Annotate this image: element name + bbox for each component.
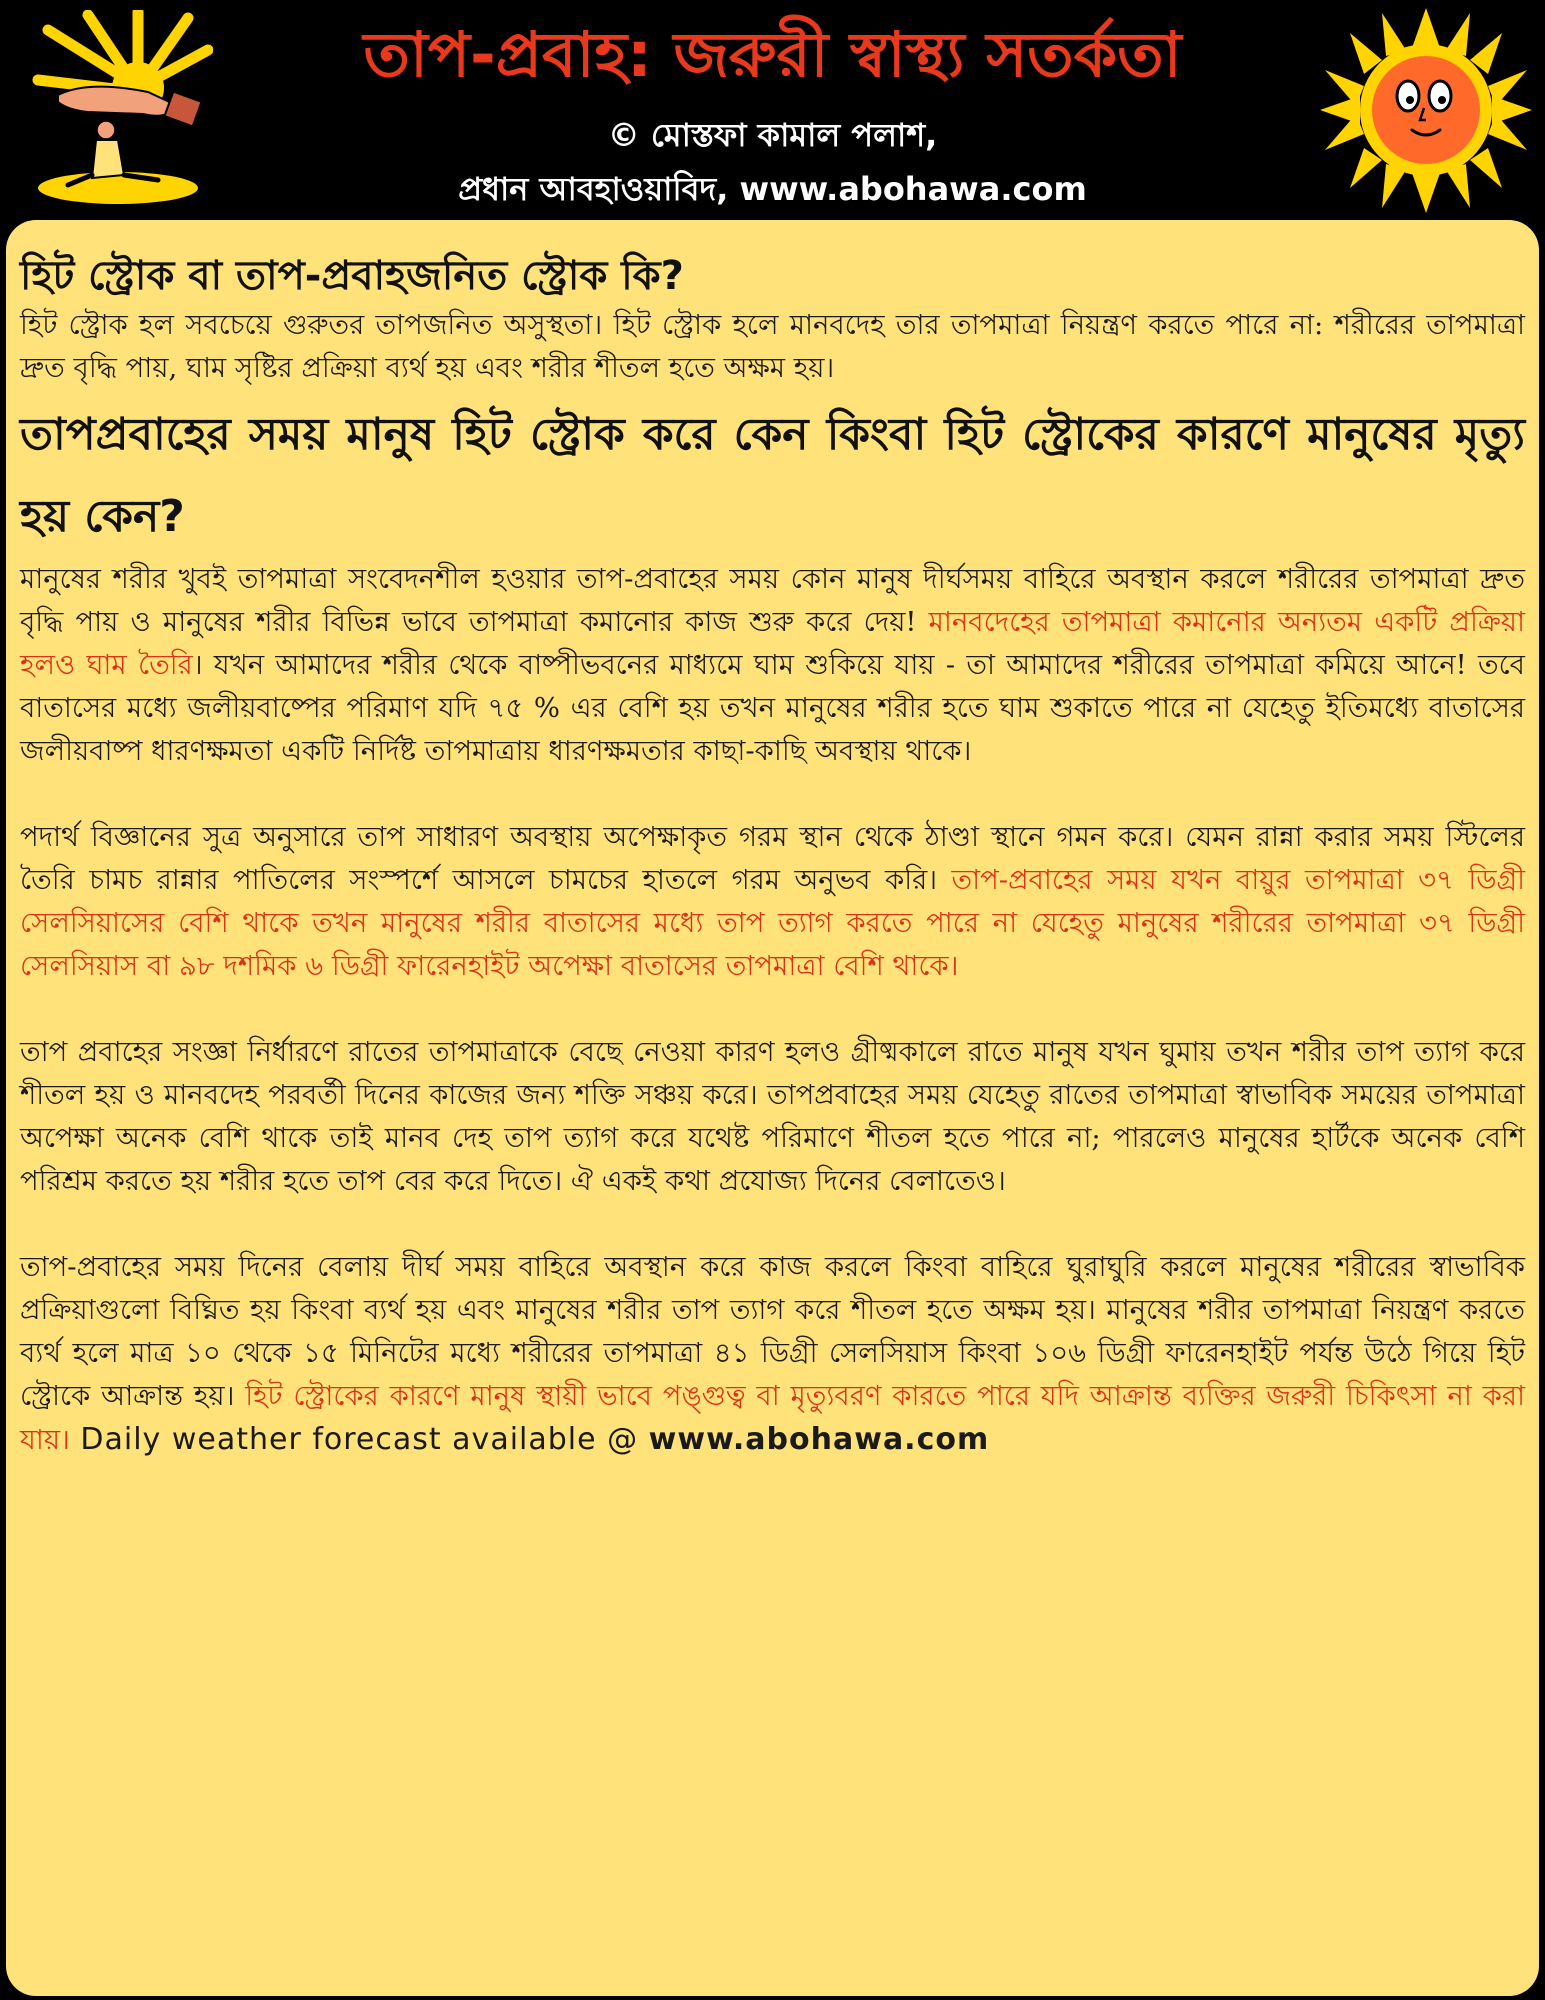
highlight-37-degree: তাপ-প্রবাহের সময় যখন বায়ুর তাপমাত্রা ৩৭ ডিগ্রী সেলসিয়াসের বেশি থাকে তখন মানুষের শরীর বাতাসের মধ্যে তাপ ত্যাগ করতে পারে না যেহেতু মানুষের শরীরের তাপমাত্রা ৩৭ ডিগ্রী সেলসিয়াস বা ৯৮ দশমিক ৬ ডিগ্রী ফারেনহাইট অপেক্ষা বাতাসের তাপমাত্রা বেশি থাকে।	[20, 864, 1525, 982]
paragraph-physics-of-heat: পদার্থ বিজ্ঞানের সুত্র অনুসারে তাপ সাধারণ অবস্থায় অপেক্ষাকৃত গরম স্থান থেকে ঠাণ্ডা স্থানে গমন করে। যেমন রান্না করার সময় স্টিলের তৈরি চামচ রান্নার পাতিলের সংস্পর্শে আসলে চামচের হাতলে গরম অনুভব করি। তাপ-প্রবাহের সময় যখন বায়ুর তাপমাত্রা ৩৭ ডিগ্রী সেলসিয়াসের বেশি থাকে তখন মানুষের শরীর বাতাসের মধ্যে তাপ ত্যাগ করতে পারে না যেহেতু মানুষের শরীরের তাপমাত্রা ৩৭ ডিগ্রী সেলসিয়াস বা ৯৮ দশমিক ৬ ডিগ্রী ফারেনহাইট অপেক্ষা বাতাসের তাপমাত্রা বেশি থাকে।	[20, 821, 1525, 982]
highlight-sweat-process: মানবদেহের তাপমাত্রা কমানোর অন্যতম একটি প্রক্রিয়া হলও ঘাম তৈরি	[20, 606, 1525, 681]
paragraph-night-temperature: তাপ প্রবাহের সংজ্ঞা নির্ধারণে রাতের তাপমাত্রাকে বেছে নেওয়া কারণ হলও গ্রীষ্মকালে রাতে মানুষ যখন ঘুমায় তখন শরীর তাপ ত্যাগ করে শীতল হয় ও মানবদেহ পরবর্তী দিনের কাজের জন্য শক্তি সঞ্চয় করে। তাপপ্রবাহের সময় যেহেতু রাতের তাপমাত্রা স্বাভাবিক সময়ের তাপমাত্রা অপেক্ষা অনেক বেশি থাকে তাই মানব দেহ তাপ ত্যাগ করে যথেষ্ট পরিমাণে শীতল হতে পারে না; পারলেও মানুষের হার্টকে অনেক বেশি পরিশ্রম করতে হয় শরীর হতে তাপ বের করে দিতে। ঐ একই কথা প্রযোজ্য দিনের বেলাতেও।	[20, 1036, 1525, 1197]
hand-shading-sun-illustration	[28, 10, 213, 210]
section-heading-why-heat-stroke: তাপপ্রবাহের সময় মানুষ হিট স্ট্রোক করে কেন কিংবা হিট স্ট্রোকের কারণে মানুষের মৃত্যু হয় কেন?	[20, 409, 1525, 542]
highlight-permanent-disability: হিট স্ট্রোকের কারণে মানুষ স্থায়ী ভাবে পঙ্গুত্ব বা মৃত্যুবরণ কারতে পারে যদি আক্রান্ত ব্যক্তির জরুরী চিকিৎসা না করা যায়।	[20, 1380, 1525, 1456]
content-panel	[6, 220, 1539, 1996]
header-banner	[0, 0, 1545, 218]
page-title: তাপ-প্রবাহ: জরুরী স্বাস্থ্য সতর্কতা	[363, 18, 1182, 91]
footer-website-link[interactable]: www.abohawa.com	[648, 1422, 990, 1457]
author-title-website: প্রধান আবহাওয়াবিদ, www.abohawa.com	[458, 170, 1087, 208]
paragraph-body-temperature: মানুষের শরীর খুবই তাপমাত্রা সংবেদনশীল হওয়ার তাপ-প্রবাহের সময় কোন মানুষ দীর্ঘসময় বাহিরে অবস্থান করলে শরীরের তাপমাত্রা দ্রুত বৃদ্ধি পায় ও মানুষের শরীর বিভিন্ন ভাবে তাপমাত্রা কমানোর কাজ শুরু করে দেয়! মানবদেহের তাপমাত্রা কমানোর অন্যতম একটি প্রক্রিয়া হলও ঘাম তৈরি। যখন আমাদের শরীর থেকে বাষ্পীভবনের মাধ্যমে ঘাম শুকিয়ে যায় - তা আমাদের শরীরের তাপমাত্রা কমিয়ে আনে! তবে বাতাসের মধ্যে জলীয়বাষ্পের পরিমাণ যদি ৭৫ % এর বেশি হয় তখন মানুষের শরীর হতে ঘাম শুকাতে পারে না যেহেতু ইতিমধ্যে বাতাসের জলীয়বাষ্প ধারণক্ষমতা একটি নির্দিষ্ট তাপমাত্রায় ধারণক্ষমতার কাছা-কাছি অবস্থায় থাকে।	[20, 563, 1525, 767]
section-body-what-is-heat-stroke: হিট স্ট্রোক হল সবচেয়ে গুরুতর তাপজনিত অসুস্থতা। হিট স্ট্রোক হলে মানবদেহ তার তাপমাত্রা নিয়ন্ত্রণ করতে পারে না: শরীরের তাপমাত্রা দ্রুত বৃদ্ধি পায়, ঘাম সৃষ্টির প্রক্রিয়া ব্যর্থ হয় এবং শরীর শীতল হতে অক্ষম হয়।	[20, 309, 1525, 384]
paragraph-daytime-exposure: তাপ-প্রবাহের সময় দিনের বেলায় দীর্ঘ সময় বাহিরে অবস্থান করে কাজ করলে কিংবা বাহিরে ঘুরাঘুরি করলে মানুষের শরীরের স্বাভাবিক প্রক্রিয়াগুলো বিঘ্নিত হয় কিংবা ব্যর্থ হয় এবং মানুষের শরীর তাপ ত্যাগ করে শীতল হতে অক্ষম হয়। মানুষের শরীর তাপমাত্রা নিয়ন্ত্রণ করতে ব্যর্থ হলে মাত্র ১০ থেকে ১৫ মিনিটের মধ্যে শরীরের তাপমাত্রা ৪১ ডিগ্রী সেলসিয়াস কিংবা ১০৬ ডিগ্রী ফারেনহাইট পর্যন্ত উঠে গিয়ে হিট স্ট্রোকে আক্রান্ত হয়। হিট স্ট্রোকের কারণে মানুষ স্থায়ী ভাবে পঙ্গুত্ব বা মৃত্যুবরণ কারতে পারে যদি আক্রান্ত ব্যক্তির জরুরী চিকিৎসা না করা যায়। Daily weather forecast available @ www.abohawa.com	[20, 1251, 1525, 1457]
section-heading-what-is-heat-stroke: হিট স্ট্রোক বা তাপ-প্রবাহজনিত স্ট্রোক কি?	[20, 253, 684, 299]
footer-forecast-text: Daily weather forecast available @	[69, 1422, 649, 1457]
author-credit: © মোস্তফা কামাল পলাশ,	[607, 116, 938, 154]
smiling-sun-icon	[1320, 8, 1532, 213]
